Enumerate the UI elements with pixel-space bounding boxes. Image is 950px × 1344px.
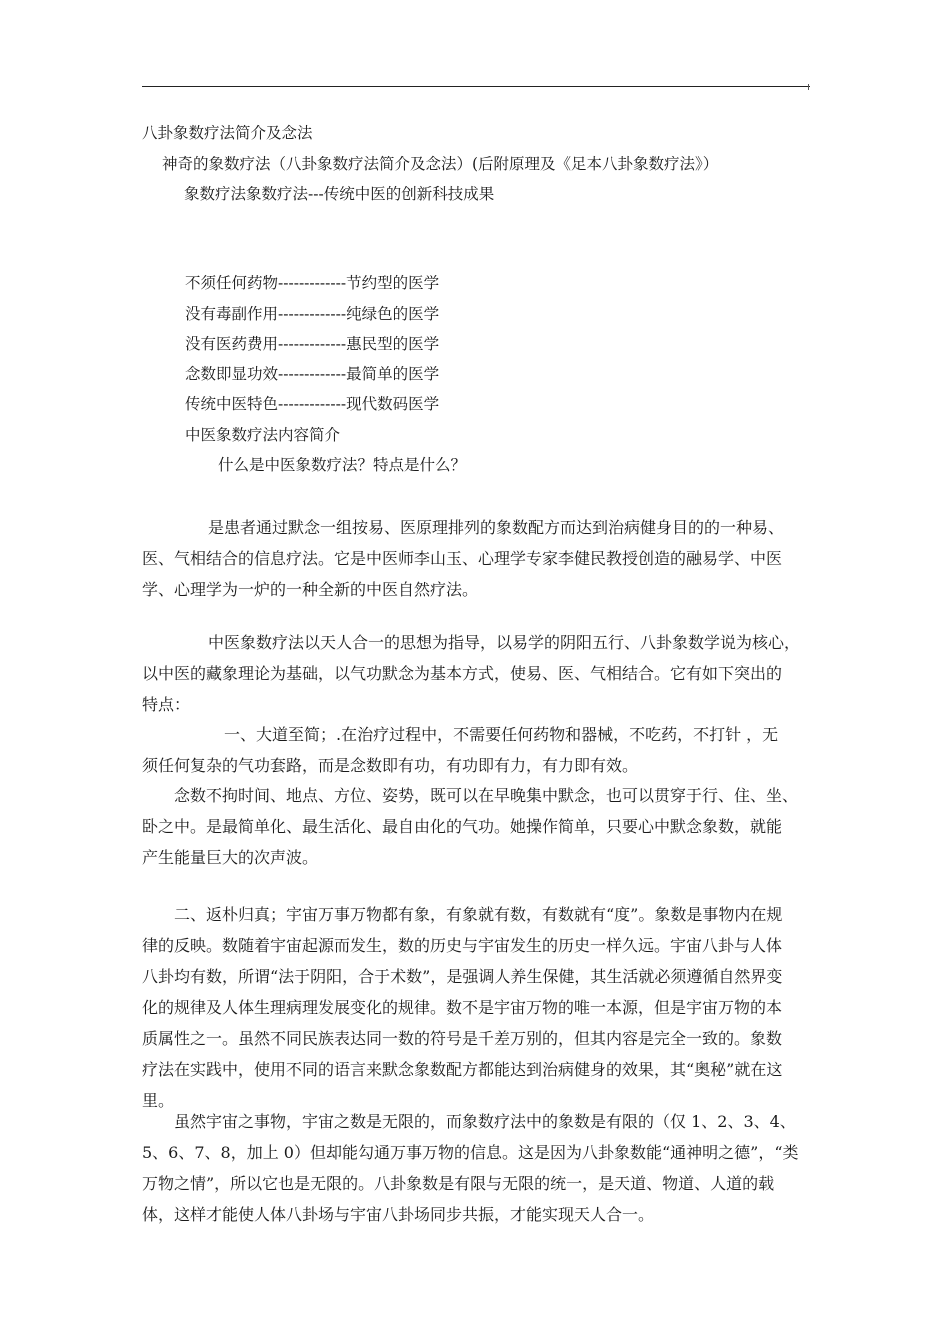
paragraph-point-one [142,719,808,781]
text-line: 产生能量巨大的次声波。 [142,848,319,867]
feature-line: 念数即显功效-------------最简单的医学 [185,365,440,383]
text-line: 化的规律及人体生理病理发展变化的规律。数不是宇宙万物的唯一本源，但是宇宙万物的本 [142,998,783,1017]
feature-line: 没有医药费用-------------惠民型的医学 [185,335,440,353]
text-line: 卧之中。是最简单化、最生活化、最自由化的气功。她操作简单，只要心中默念象数，就能 [142,817,783,836]
text-line: 学、心理学为一炉的一种全新的中医自然疗法。 [142,580,479,599]
text-line: 万物之情”，所以它也是无限的。八卦象数是有限与无限的统一，是天道、物道、人道的载 [142,1174,775,1193]
feature-line: 没有毒副作用-------------纯绿色的医学 [185,305,440,323]
feature-line: 不须任何药物-------------节约型的医学 [185,274,440,292]
paragraph-definition [142,512,808,605]
text-line: 念数不拘时间、地点、方位、姿势，既可以在早晚集中默念，也可以贯穿于行、住、坐、 [174,786,799,805]
header-rule [142,86,810,87]
text-line: 律的反映。数随着宇宙起源而发生，数的历史与宇宙发生的历史一样久远。宇宙八卦与人体 [142,936,783,955]
text-line: 疗法在实践中，使用不同的语言来默念象数配方都能达到治病健身的效果，其“奥秘”就在这 [142,1060,783,1079]
paragraph-recitation [142,780,808,873]
paragraph-principles [142,627,808,720]
text-line: 以中医的藏象理论为基础，以气功默念为基本方式，使易、医、气相结合。它有如下突出的 [142,664,783,683]
text-line: 中医象数疗法以天人合一的思想为指导，以易学的阴阳五行、八卦象数学说为核心， [208,633,801,652]
section-heading: 中医象数疗法内容简介 [185,426,341,444]
text-line: 医、气相结合的信息疗法。它是中医师李山玉、心理学专家李健民教授创造的融易学、中医 [142,549,783,568]
header-rule-end-mark [808,84,809,90]
text-line: 5、6、7、8，加上 0）但却能勾通万事万物的信息。这是因为八卦象数能“通神明之德”，“类 [142,1143,799,1162]
text-line: 特点： [142,695,191,714]
document-tagline: 象数疗法象数疗法---传统中医的创新科技成果 [184,185,495,203]
text-line: 里。 [142,1091,175,1110]
text-line: 一、大道至简；.在治疗过程中，不需要任何药物和器械，不吃药，不打针 ，无 [224,725,779,744]
text-line: 二、返朴归真；宇宙万事万物都有象，有象就有数，有数就有“度”。象数是事物内在规 [174,905,783,924]
text-line: 须任何复杂的气功套路，而是念数即有功，有功即有力，有力即有效。 [142,756,639,775]
feature-line: 传统中医特色-------------现代数码医学 [185,395,440,413]
text-line: 质属性之一。虽然不同民族表达同一数的符号是千差万别的，但其内容是完全一致的。象数 [142,1029,783,1048]
document-title: 八卦象数疗法简介及念法 [142,124,313,142]
text-line: 体，这样才能使人体八卦场与宇宙八卦场同步共振，才能实现天人合一。 [142,1205,655,1224]
paragraph-point-two [142,899,808,1116]
text-line: 虽然宇宙之事物，宇宙之数是无限的，而象数疗法中的象数是有限的（仅 1、2、3、4、 [174,1112,796,1131]
paragraph-finite-infinite [142,1106,808,1230]
document-subtitle: 神奇的象数疗法（八卦象数疗法简介及念法）(后附原理及《足本八卦象数疗法》） [162,155,719,173]
question-line: 什么是中医象数疗法？特点是什么？ [218,456,467,474]
text-line: 是患者通过默念一组按易、医原理排列的象数配方而达到治病健身目的的一种易、 [208,518,785,537]
text-line: 八卦均有数，所谓“法于阴阳，合于术数”，是强调人养生保健，其生活就必须遵循自然界变 [142,967,783,986]
